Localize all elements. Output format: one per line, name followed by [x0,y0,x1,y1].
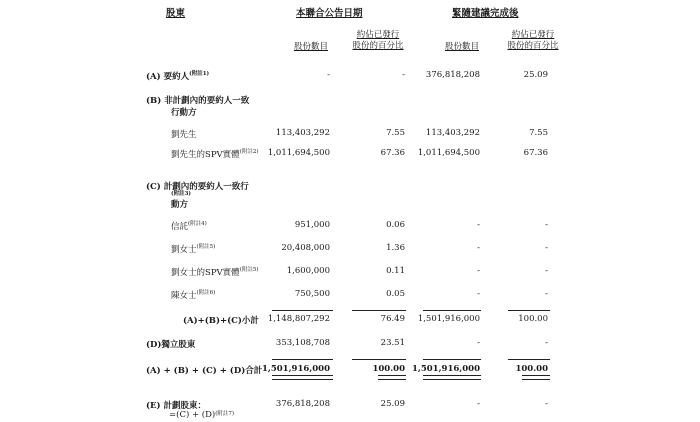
row-trust-shares-now: 951,000 [294,220,330,230]
header-shareholders: 股東 [166,8,186,19]
row-ms-liu-label: 劉女士$^{(附註5)}$ [171,244,216,255]
row-e-shares-now: 376,818,208 [275,399,330,409]
row-a-pct-now: - [402,70,405,80]
row-mr-liu-pct-now: 7.55 [386,128,405,138]
row-ms-liu-spv-shares-now: 1,600,000 [286,266,330,276]
row-ms-chan-pct-after: - [545,289,548,299]
subheader-pct-2-line2: 股份的百分比 [507,41,559,51]
subtotal-rule-3 [423,310,481,311]
total-double-rule-3 [423,375,481,380]
row-ms-liu-pct-after: - [545,243,548,253]
row-e-pct-now: 25.09 [380,399,405,409]
total-rule-4 [508,359,550,360]
row-mr-liu-shares-after: 113,403,292 [425,128,480,138]
row-ms-liu-shares-after: - [477,243,480,253]
subheader-pct-2 [498,30,568,52]
row-mr-liu-pct-after: 7.55 [529,128,548,138]
row-total-pct-after: 100.00 [515,364,548,374]
total-rule-2 [352,359,406,360]
row-d-pct-after: - [545,338,548,348]
row-a-shares-after: 376,818,208 [425,70,480,80]
row-subtotal-pct-after: 100.00 [518,314,548,324]
row-total-label: (A) + (B) + (C) + (D)合計 [146,366,263,376]
header-after-completion: 緊隨建議完成後 [452,8,519,19]
row-ms-liu-spv-label: 劉女士的SPV實體$^{(附註5)}$ [171,267,259,278]
row-total-pct-now: 100.00 [372,364,405,374]
row-d-shares-now: 353,108,708 [275,338,330,348]
row-a-label: (A) 要約人$^{(附註1)}$ [146,71,210,82]
subheader-pct-1-line2: 股份的百分比 [352,41,404,51]
row-ms-chan-shares-now: 750,500 [294,289,330,299]
row-a-shares-now: - [327,70,330,80]
row-mr-liu-spv-label: 劉先生的SPV實體$^{(附註2)}$ [171,149,259,160]
row-d-pct-now: 23.51 [380,338,405,348]
row-b-label-line2: 行動方 [171,108,197,118]
subheader-num-shares-1: 股份數目 [293,42,328,52]
row-subtotal-shares-after: 1,501,916,000 [417,314,480,324]
total-rule-1 [272,359,333,360]
row-subtotal-label: (A)+(B)+(C)小計 [183,316,259,326]
row-trust-pct-after: - [545,220,548,230]
row-e-label: (E) 計劃股東： [146,401,206,411]
row-e-pct-after: - [545,399,548,409]
total-double-rule-4 [522,375,550,380]
total-double-rule-2 [378,375,406,380]
subheader-num-shares-2: 股份數目 [444,42,479,52]
row-mr-liu-spv-shares-after: 1,011,694,500 [417,148,480,158]
subheader-pct-1-line1: 約佔已發行 [356,30,400,40]
row-total-shares-now: 1,501,916,000 [261,364,330,374]
row-subtotal-pct-now: 76.49 [380,314,405,324]
row-e-shares-after: - [477,399,480,409]
row-e-label-line2: $=(C) + (D)^{(附註7)}$ [169,410,235,420]
row-ms-chan-shares-after: - [477,289,480,299]
row-ms-liu-shares-now: 20,408,000 [281,243,330,253]
row-c-label-line2: 動方 [171,200,189,210]
row-trust-label: 信託$^{(附註4)}$ [171,221,207,232]
row-d-shares-after: - [477,338,480,348]
row-mr-liu-label: 劉先生 [171,130,197,140]
row-d-label: (D)獨立股東 [146,340,196,350]
row-mr-liu-spv-pct-after: 67.36 [523,148,548,158]
subheader-pct-1 [343,30,413,52]
row-trust-shares-after: - [477,220,480,230]
row-ms-liu-spv-shares-after: - [477,266,480,276]
subheader-pct-2-line1: 約佔已發行 [511,30,555,40]
total-double-rule-1 [272,375,333,380]
row-b-label: (B) 非計劃內的要約人一致 [146,96,250,106]
row-mr-liu-shares-now: 113,403,292 [275,128,330,138]
row-subtotal-shares-now: 1,148,807,292 [267,314,330,324]
total-rule-3 [423,359,481,360]
row-mr-liu-spv-pct-now: 67.36 [380,148,405,158]
row-total-shares-after: 1,501,916,000 [411,364,480,374]
subtotal-rule-4 [508,310,550,311]
subtotal-rule-2 [352,310,406,311]
row-ms-liu-spv-pct-now: 0.11 [386,266,405,276]
header-as-at-date: 本聯合公告日期 [296,8,363,19]
row-c-label: (C) 計劃內的要約人一致行 [146,182,249,192]
row-a-pct-after: 25.09 [523,70,548,80]
row-c-label-note: (附註3) [171,191,192,197]
row-mr-liu-spv-shares-now: 1,011,694,500 [267,148,330,158]
row-ms-liu-spv-pct-after: - [545,266,548,276]
row-trust-pct-now: 0.06 [386,220,405,230]
subtotal-rule-1 [272,310,333,311]
row-ms-liu-pct-now: 1.36 [386,243,405,253]
row-ms-chan-label: 陳女士$^{(附註6)}$ [171,290,216,301]
row-ms-chan-pct-now: 0.05 [386,289,405,299]
